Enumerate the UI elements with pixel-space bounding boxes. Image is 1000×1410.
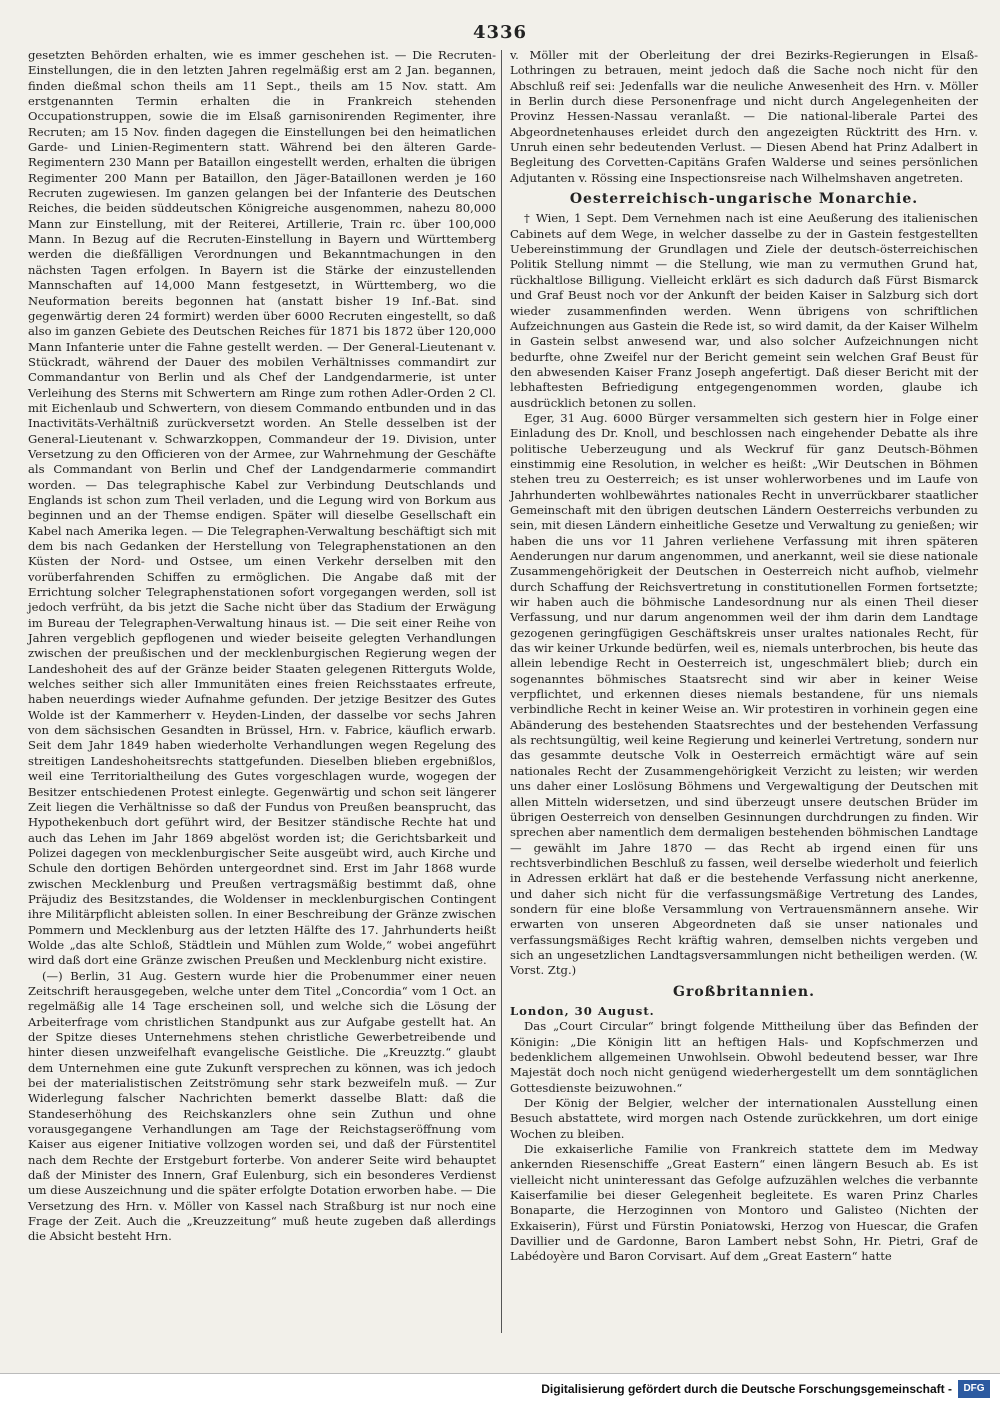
section-heading-great-britain: Großbritannien.: [673, 983, 815, 1000]
article-recruitment: gesetzten Behörden erhalten, wie es immer geschehen ist. — Die Recruten-Einstellungen, die in den letzten Jahren regelmäßig erst am 2 Jan. begannen, finden dießmal schon theils am 11 Sept., theils am 15 Nov. statt. Am erstgenannten Termin erhalten die in Frankreich stehenden Occupationstruppen, sowie die im Elsaß garnisonirenden Regimenter, ihre Recruten; am 15 Nov. finden dagegen die Einstellungen bei den heimatlichen Garde- und Linien-Regimentern statt. Während bei den älteren Garde-Regimentern 230 Mann per Bataillon eingestellt werden, erhalten die übrigen Regimenter 200 Mann per Bataillon, den Jäger-Bataillonen werden je 160 Recruten zugewiesen. Im ganzen gelangen bei der Infanterie des Deutschen Reiches, die beiden süddeutschen Königreiche ausgenommen, nahezu 80,000 Mann zur Einstellung, mit der Reiterei, Artillerie, Train rc. über 100,000 Mann. In Bezug auf die Recruten-Einstellung in Bayern und Württemberg werden die dießfälligen Verordnungen und Bekanntmachungen in den nächsten Tagen erfolgen. In Bayern ist die Stärke der einzustellenden Mannschaften auf 14,000 Mann festgesetzt, in Württemberg, wo die Neuformation bereits begonnen hat (anstatt bisher 19 Inf.-Bat. sind gegenwärtig deren 24 formirt) werden über 6000 Recruten eingestellt, so daß also im ganzen Gebiete des Deutschen Reiches für 1871 bis 1872 über 120,000 Mann Infanterie unter die Fahne gestellt werden. — Der General-Lieutenant v. Stückradt, während der Dauer des mobilen Verhältnisses commandirt zur Commandantur von Berlin und als Chef der Landgendarmerie, ist unter Verleihung des Sterns mit Schwertern am Ringe zum rothen Adler-Orden 2 Cl. mit Eichenlaub und Schwertern, von diesem Commando entbunden und in das Inactivitäts-Verhältniß zurückversetzt worden. An Stelle desselben ist der General-Lieutenant v. Schwarzkoppen, Commandeur der 19. Division, unter Versetzung zu den Officieren von der Armee, zur Wahrnehmung der Geschäfte als Commandant von Berlin und Chef der Landgendarmerie commandirt worden. — Das telegraphische Kabel zur Verbindung Deutschlands und Englands ist schon zum Theil verladen, und die Legung wird von Borkum aus beginnen und an der Themse endigen. Später will dieselbe Gesellschaft ein Kabel nach Amerika legen. — Die Telegraphen-Verwaltung beschäftigt sich mit dem bis nach Gedanken der Herstellung von Telegraphenstationen an den Küsten der Nord- und Ostsee, um einen Verkehr derselben mit den vorüberfahrenden Schiffen zu ermöglichen. Die Angabe daß mit der Errichtung solcher Telegraphenstationen sofort vorgegangen werden, soll ist jedoch verfrüht, da bis jetzt die Sache nicht über das Stadium der Erwägung im Bureau der Telegraphen-Verwaltung hinaus ist. — Die seit einer Reihe von Jahren vergeblich gepflogenen und wieder beiseite gelegten Verhandlungen zwischen der preußischen und der mecklenburgischen Regierung wegen der Landeshoheit des auf der Gränze beider Staaten gelegenen Ritterguts Wolde, welches seither sich aller Immunitäten eines freien Reichsstaates erfreute, haben neuerdings wieder Aufnahme gefunden. Der jetzige Besitzer des Gutes Wolde ist der Kammerherr v. Heyden-Linden, der dasselbe vor sechs Jahren von dem sächsischen Gesandten in Brüssel, Hrn. v. Fabrice, käuflich erwarb. Seit dem Jahr 1849 haben wiederholte Verhandlungen wegen Regelung des streitigen Landeshoheitsrechts stattgefunden. Dieselben blieben ergebnißlos, weil eine Territorialtheilung des Gutes vorgeschlagen wurde, wogegen der Besitzer entschiedenen Protest einlegte. Gegenwärtig und schon seit längerer Zeit liegen die Verhältnisse so daß der Fundus von Preußen beansprucht, das Hypothekenbuch dort geführt wird, der Besitzer ständische Rechte hat und auch das Lehen im Jahr 1869 abgelöst worden ist; die Gerichtsbarkeit und Polizei dagegen von mecklenburgischer Seite ausgeübt wird, auch Kirche und Schule den dortigen Behörden untergeordnet sind. Erst im Jahr 1868 wurde zwischen Mecklenburg und Preußen vertragsmäßig bestimmt daß, ohne Präjudiz des Besitzstandes, die Woldenser in mecklenburgischen Contingent ihre Militärpflicht ableisten sollen. In einer Beschreibung der Gränze zwischen Pommern und Mecklenburg aus der letzten Hälfte des 17. Jahrhunderts heißt Wolde „das alte Schloß, Städtlein und Mühlen zum Wolde,“ wobei angeführt wird daß dort eine Gränze zwischen Preußen und Mecklenburg nicht existire.: [28, 48, 496, 968]
article-wien: † Wien, 1 Sept. Dem Vernehmen nach ist eine Aeußerung des italienischen Cabinets auf dem Wege, in welcher dasselbe zu der in Gastein festgestellten Uebereinstimmung der Grundlagen und Ziele der deutsch-österreichischen Politik Stellung nimmt — die Stellung, wie man zu vermuthen Grund hat, rückhaltlose Billigung. Vielleicht erklärt es sich dadurch daß Fürst Bismarck und Graf Beust noch vor der Ankunft der beiden Kaiser in Salzburg sich dort wieder zusammenfinden werden. Wenn übrigens von schriftlichen Aufzeichnungen aus Gastein die Rede ist, so wird damit, da der Kaiser Wilhelm in Gastein selbst anwesend war, und also solcher Aufzeichnungen nicht bedurfte, ohne Zweifel nur der Bericht gemeint sein welchen Graf Beust für den abwesenden Kaiser Franz Joseph angefertigt. Daß dieser Bericht mit der lebhaftesten Befriedigung entgegengenommen worden, glaube ich ausdrücklich betonen zu sollen.: [510, 211, 978, 410]
article-berlin-concordia: (—) Berlin, 31 Aug. Gestern wurde hier die Probenummer einer neuen Zeitschrift herausgegeben, welche unter dem Titel „Concordia“ vom 1 Oct. an regelmäßig alle 14 Tage erscheinen soll, und welche sich die Lösung der Arbeiterfrage vom christlichen Standpunkt aus zur Aufgabe gestellt hat. An der Spitze dieses Unternehmens stehen christliche Gewerbetreibende und hinter diesen unzweifelhaft evangelische Geistliche. Die „Kreuzztg.“ glaubt dem Unternehmen eine gute Zukunft versprechen zu können, was ich jedoch bei der materialistischen Zeitströmung sehr stark bezweifeln muß. — Zur Widerlegung falscher Nachrichten bemerkt dasselbe Blatt: daß die Standeserhöhung des Reichskanzlers ohne sein Zuthun und ohne vorausgegangene Verhandlungen am Tage der Reichstagseröffnung vom Kaiser aus eigener Initiative vollzogen worden sei, und daß der Fürstentitel nach dem Rechte der Erstgeburt forterbe. Von anderer Seite wird behauptet daß der Minister des Innern, Graf Eulenburg, sich ein besonderes Verdienst um diese Auszeichnung und die später erfolgte Dotation erworben habe. — Die Versetzung des Hrn. v. Möller von Kassel nach Straßburg ist nur noch eine Frage der Zeit. Auch die „Kreuzzeitung“ muß heute zugeben daß allerdings die Absicht besteht Hrn.: [28, 968, 496, 1244]
digitization-footer: [0, 1373, 1000, 1410]
article-court-circular: Das „Court Circular“ bringt folgende Mittheilung über das Befinden der Königin: „Die Königin litt an heftigen Hals- und Kopfschmerzen und bedenklichem allgemeinen Unwohlsein. Obwohl bedeutend besser, war Ihre Majestät doch noch nicht genügend wiederhergestellt um dem sonntäglichen Gottesdienste beizuwohnen.“: [510, 1019, 978, 1095]
left-column: [28, 48, 496, 1245]
article-eger: Eger, 31 Aug. 6000 Bürger versammelten sich gestern hier in Folge einer Einladung des Dr. Knoll, und beschlossen nach eingehender Debatte als ihre politische Ueberzeugung und als Weckruf für ganz Deutsch-Böhmen einstimmig eine Resolution, in welcher es heißt: „Wir Deutschen in Böhmen stehen treu zu Oesterreich; es ist unser wohlerworbenes und im Laufe von Jahrhunderten wohlbewährtes nationales Recht in unverrückbarer staatlicher Gemeinschaft mit den übrigen deutschen Ländern Oesterreichs verbunden zu sein, mit diesen Ländern einheitliche Gesetze und Verwaltung zu genießen; wir haben die uns vor 11 Jahren verliehene Verfassung mit ihren späteren Aenderungen nur darum angenommen, und anerkannt, weil sie diese nationale Zusammengehörigkeit der Deutschen in Oesterreich nicht aufhob, vielmehr durch Schaffung der Reichsvertretung in constitutionellen Formen fortsetzte; wir haben auch die böhmische Landesordnung nur als einen Theil dieser Verfassung, und nur darum angenommen weil der ihm darin dem Landtage gezogenen geringfügigen Geschäftskreis unser uraltes nationales Recht, für das wir keiner Urkunde bedürfen, weil es, niemals unterbrochen, bis heute das allein lebendige Recht in Oesterreich ist, ungeschmälert blieb; durch ein sogenanntes böhmisches Staatsrecht sind wir aber in keiner Weise verpflichtet, und erkennen dieses niemals bestandene, für uns niemals verbindliche Recht in keiner Weise an. Wir protestiren in vorhinein gegen eine Abänderung des bestehenden Staatsrechtes und der bestehenden Verfassung als rechtsungültig, weil keine Regierung und keinerlei Vertretung, sondern nur das gesammte deutsche Volk in Oesterreich ermächtigt wäre auf sein nationales Recht der Zusammengehörigkeit Verzicht zu leisten; wir werden uns daher einer Loslösung Böhmens und Vergewaltigung der Deutschen mit allen Mitteln widersetzen, und sind überzeugt unsere deutschen Brüder im übrigen Oesterreich von denselben Gesinnungen durchdrungen zu finden. Wir sprechen aber namentlich dem dermaligen bestehenden böhmischen Landtage — gewählt im Jahre 1870 — das Recht ab irgend einen für uns rechtsverbindlichen Beschluß zu fassen, weil derselbe wiederholt und feierlich in Adressen erklärt hat daß er die bestehende Verfassung nicht anerkenne, und daher sich nicht für die verfassungsmäßige Vertretung des Landes, sondern für eine bloße Versammlung von Vertrauensmännern ansehe. Wir erwarten von unseren Abgeordneten daß sie unser nationales und verfassungsmäßiges Recht kräftig wahren, demselben nichts vergeben und sich an ungesetzlichen Landtagsversammlungen nicht betheiligen werden. (W. Vorst. Ztg.): [510, 410, 978, 978]
dfg-logo-icon: DFG: [958, 1380, 990, 1398]
page-number: 4336: [472, 22, 528, 43]
article-king-belgians: Der König der Belgier, welcher der internationalen Ausstellung einen Besuch abstattete, wird morgen nach Ostende zurückkehren, um dort einige Wochen zu bleiben.: [510, 1096, 978, 1141]
column-divider: [501, 50, 502, 1333]
article-moeller-continuation: v. Möller mit der Oberleitung der drei Bezirks-Regierungen in Elsaß-Lothringen zu betrauen, meint jedoch daß die Sache noch nicht für den Abschluß reif sei: Jedenfalls war die neuliche Anwesenheit des Hrn. v. Möller in Berlin durch diese Personenfrage und nicht durch Angelegenheiten der Provinz Hessen-Nassau veranlaßt. — Die national-liberale Partei des Abgeordnetenhauses erleidet durch den angezeigten Rücktritt des Hrn. v. Unruh einen sehr bedeutenden Verlust. — Diesen Abend hat Prinz Adalbert in Begleitung des Corvetten-Capitäns Grafen Walderse und seines persönlichen Adjutanten v. Rössing eine Inspectionsreise nach Wilhelmshaven angetreten.: [510, 48, 978, 185]
article-great-eastern: Die exkaiserliche Familie von Frankreich stattete dem im Medway ankernden Riesenschiffe „Great Eastern“ einen längern Besuch ab. Es ist vielleicht nicht uninteressant das Gefolge aufzuzählen welches die verbannte Kaiserfamilie bei dieser Gelegenheit begleitete. Es waren Prinz Charles Bonaparte, die Herzoginnen von Montoro und Galisteo (Nichten der Exkaiserin), Fürst und Fürstin Poniatowski, Herzog von Huescar, die Grafen Davillier und de Gardonne, Baron Lambert nebst Sohn, Hr. Pietri, Graf de Labédoyère und Baron Corvisart. Auf dem „Great Eastern“ hatte: [510, 1142, 978, 1264]
dateline-london: London, 30 August.: [510, 1003, 655, 1018]
right-column: [510, 48, 978, 1265]
footer-credit-text: Digitalisierung gefördert durch die Deutsche Forschungsgemeinschaft -: [541, 1382, 952, 1396]
section-heading-austria-hungary: Oesterreichisch-ungarische Monarchie.: [569, 191, 919, 208]
